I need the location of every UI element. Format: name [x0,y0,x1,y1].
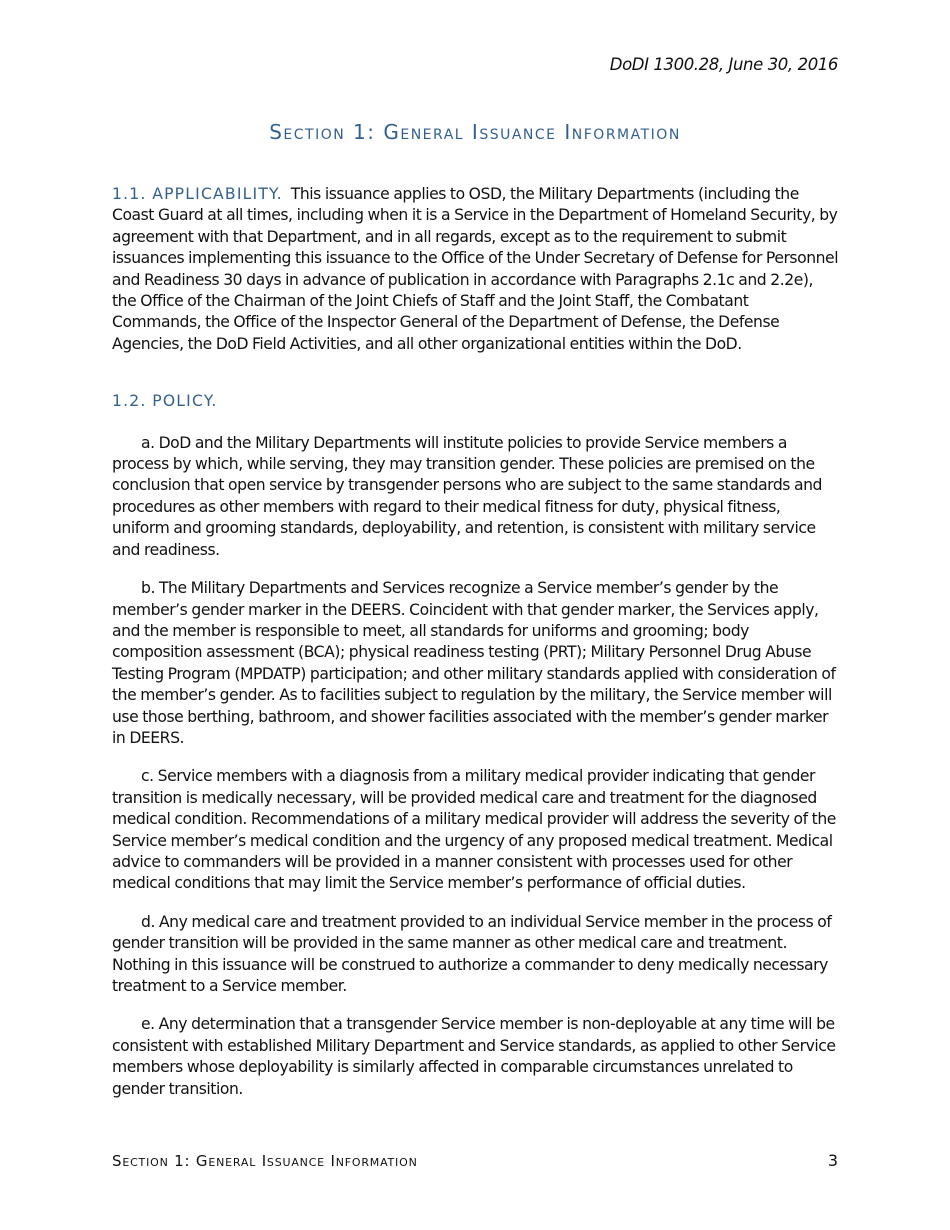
policy-item-b: b. The Military Departments and Services recognize a Service member’s gender by the member’s gender marker in the DEERS. Coincident with that gender marker, the Services apply, and the member is responsible to meet, all standards for uniforms and grooming; body composition assessment (BCA); physical readiness testing (PRT); Military Personnel Drug Abuse Testing Program (MPDATP) participation; and other military standards applied with consideration of the member’s gender. As to facilities subject to regulation by the military, the Service member will use those berthing, bathroom, and shower facilities associated with the member’s gender marker in DEERS. [112,579,836,747]
applicability-text: This issuance applies to OSD, the Military Departments (including the Coast Guard at all times, including when it is a Service in the Department of Homeland Security, by agreement with that Department, and in all regards, except as to the requirement to submit issuances implementing this issuance to the Office of the Under Secretary of Defense for Personnel and Readiness 30 days in advance of publication in accordance with Paragraphs 2.1c and 2.2e), the Office of the Chairman of the Joint Chiefs of Staff and the Joint Staff, the Combatant Commands, the Office of the Inspector General of the Department of Defense, the Defense Agencies, the DoD Field Activities, and all other organizational entities within the DoD. [112,185,839,353]
policy-item-a: a. DoD and the Military Departments will institute policies to provide Service members a process by which, while serving, they may transition gender. These policies are premised on the conclusion that open service by transgender persons who are subject to the same standards and procedures as other members with regard to their medical fitness for duty, physical fitness, uniform and grooming standards, deployability, and retention, is consistent with military service and readiness. [112,433,822,559]
policy-heading: 1.2. POLICY. [112,392,218,411]
applicability-paragraph [112,184,840,355]
policy-item-d: d. Any medical care and treatment provided to an individual Service member in the process of gender transition will be provided in the same manner as other medical care and treatment. Nothing in this issuance will be construed to authorize a commander to deny medically necessary treatment to a Service member. [112,912,832,995]
page-number: 3 [827,1151,838,1170]
applicability-heading: 1.1. APPLICABILITY. [112,185,283,203]
footer-section-label: Section 1: General Issuance Information [112,1152,418,1170]
section-title: Section 1: General Issuance Information [269,120,681,144]
policy-item-c: c. Service members with a diagnosis from a military medical provider indicating that gender transition is medically necessary, will be provided medical care and treatment for the diagnosed medical condition. Recommendations of a military medical provider will address the severity of the Service member’s medical condition and the urgency of any proposed medical treatment. Medical advice to commanders will be provided in a manner consistent with processes used for other medical conditions that may limit the Service member’s performance of official duties. [112,767,836,893]
document-reference: DoDI 1300.28, June 30, 2016 [609,55,838,74]
policy-item-e: e. Any determination that a transgender Service member is non-deployable at any time will be consistent with established Military Department and Service standards, as applied to other Service members whose deployability is similarly affected in comparable circumstances unrelated to gender transition. [112,1015,836,1098]
document-body [112,184,840,1117]
